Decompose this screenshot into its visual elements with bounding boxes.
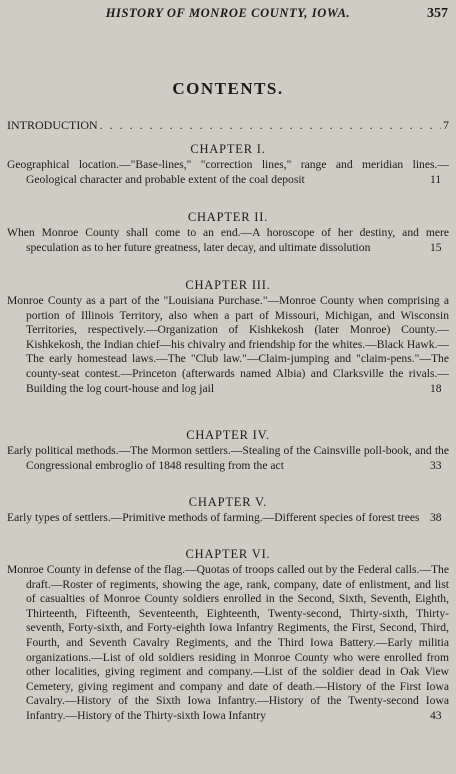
chapter-description: Monroe County as a part of the "Louisiana Purchase."—Monroe County when comprising a portion of Illinois Territory, also when a part of Missouri, Michigan, and Wisconsin Territories, respectively.—Organization of Kishkekosh (later Monroe) County.—Kishkekosh, the Indian chief—his chivalry and friendship for the whites.—Black Hawk.—The early homestead laws.—The "Club law."—Claim-jumping and "claim-pens."—The county-seat contest.—Princeton (afterwards named Albia) and Clarksville the rivals.—Building the log court-house and log jail 18 xyxy=(7,294,449,395)
chapter-description: When Monroe County shall come to an end.—A horoscope of her destiny, and mere speculation as to her future greatness, later decay, and ultimate dissolution 15 xyxy=(7,226,449,254)
page-number: 357 xyxy=(427,6,448,21)
chapter-description: Early political methods.—The Mormon settlers.—Stealing of the Cainsville poll-book, and the Congressional embroglio of 1848 resulting from the act 33 xyxy=(7,444,449,472)
chapter-heading: CHAPTER III. xyxy=(185,278,271,292)
chapter-description: Monroe County in defense of the flag.—Quotas of troops called out by the Federal calls.—The draft.—Roster of regiments, showing the age, rank, company, date of enlistment, and list of casualties of Monroe County soldiers enrolled in the Second, Sixth, Seventh, Eighth, Thirteenth, Fifteenth, Seventeenth, Eighteenth, Twenty-second, Thirty-sixth, Thirty-seventh, Forty-sixth, and Forty-eighth Iowa Infantry Regiments, the First, Second, Third, Fourth, and Seventh Cavalry Regiments, and the Third Iowa Battery.—Early militia organizations.—List of old soldiers residing in Monroe County who were enrolled from other localities, giving regiment and company.—List of the soldier dead in Oak View Cemetery, giving regiment and company and date of death.—History of the First Iowa Cavalry.—History of the Sixth Iowa Infantry.—History of the Twenty-second Iowa Infantry.—History of the Thirty-sixth Iowa Infantry 43 xyxy=(7,563,449,722)
chapter-text: Early political methods.—The Mormon settlers.—Stealing of the Cainsville poll-book, and the Congressional embroglio of 1848 resulting from the act xyxy=(7,444,449,472)
running-head xyxy=(0,6,456,24)
chapter-heading: CHAPTER VI. xyxy=(185,547,271,561)
chapter-text: Monroe County in defense of the flag.—Quotas of troops called out by the Federal calls.—The draft.—Roster of regiments, showing the age, rank, company, date of enlistment, and list of casualties of Monroe County soldiers enrolled in the Second, Sixth, Seventh, Eighth, Thirteenth, Fifteenth, Seventeenth, Eighteenth, Twenty-second, Thirty-sixth, Thirty-seventh, Forty-sixth, and Forty-eighth Iowa Infantry Regiments, the First, Second, Third, Fourth, and Seventh Cavalry Regiments, and the Third Iowa Battery.—Early militia organizations.—List of old soldiers residing in Monroe County who were enrolled from other localities, giving regiment and company.—List of the soldier dead in Oak View Cemetery, giving regiment and company and date of death.—History of the First Iowa Cavalry.—History of the Sixth Iowa Infantry.—History of the Twenty-second Iowa Infantry.—History of the Thirty-sixth Iowa Infantry xyxy=(7,563,449,722)
chapter-text: When Monroe County shall come to an end.—A horoscope of her destiny, and mere speculation as to her future greatness, later decay, and ultimate dissolution xyxy=(7,226,449,254)
introduction-page: 7 xyxy=(443,118,449,132)
chapter-heading: CHAPTER I. xyxy=(190,142,266,156)
chapter-heading: CHAPTER II. xyxy=(187,210,269,224)
leader-dots xyxy=(100,118,441,133)
contents-title: CONTENTS. xyxy=(172,79,284,98)
introduction-entry xyxy=(7,118,449,134)
chapter-heading: CHAPTER V. xyxy=(188,495,268,509)
introduction-label: INTRODUCTION xyxy=(7,118,98,132)
chapter-text: Monroe County as a part of the "Louisiana Purchase."—Monroe County when comprising a portion of Illinois Territory, also when a part of Missouri, Michigan, and Wisconsin Territories, respectively.—Organization of Kishkekosh (later Monroe) County.—Kishkekosh, the Indian chief—his chivalry and friendship for the whites.—Black Hawk.—The early homestead laws.—The "Club law."—Claim-jumping and "claim-pens."—The county-seat contest.—Princeton (afterwards named Albia) and Clarksville the rivals.—Building the log court-house and log jail xyxy=(7,294,449,395)
chapter-text: Early types of settlers.—Primitive methods of farming.—Different species of forest trees xyxy=(7,511,420,524)
running-title: HISTORY OF MONROE COUNTY, IOWA. xyxy=(105,6,351,20)
chapter-description: Early types of settlers.—Primitive methods of farming.—Different species of forest trees 38 xyxy=(7,511,442,524)
chapter-description: Geographical location.—"Base-lines," "correction lines," range and meridian lines.—Geological character and probable extent of the coal deposit 11 xyxy=(7,158,449,186)
chapter-heading: CHAPTER IV. xyxy=(186,428,270,442)
chapter-text: Geographical location.—"Base-lines," "correction lines," range and meridian lines.—Geological character and probable extent of the coal deposit xyxy=(7,158,449,186)
